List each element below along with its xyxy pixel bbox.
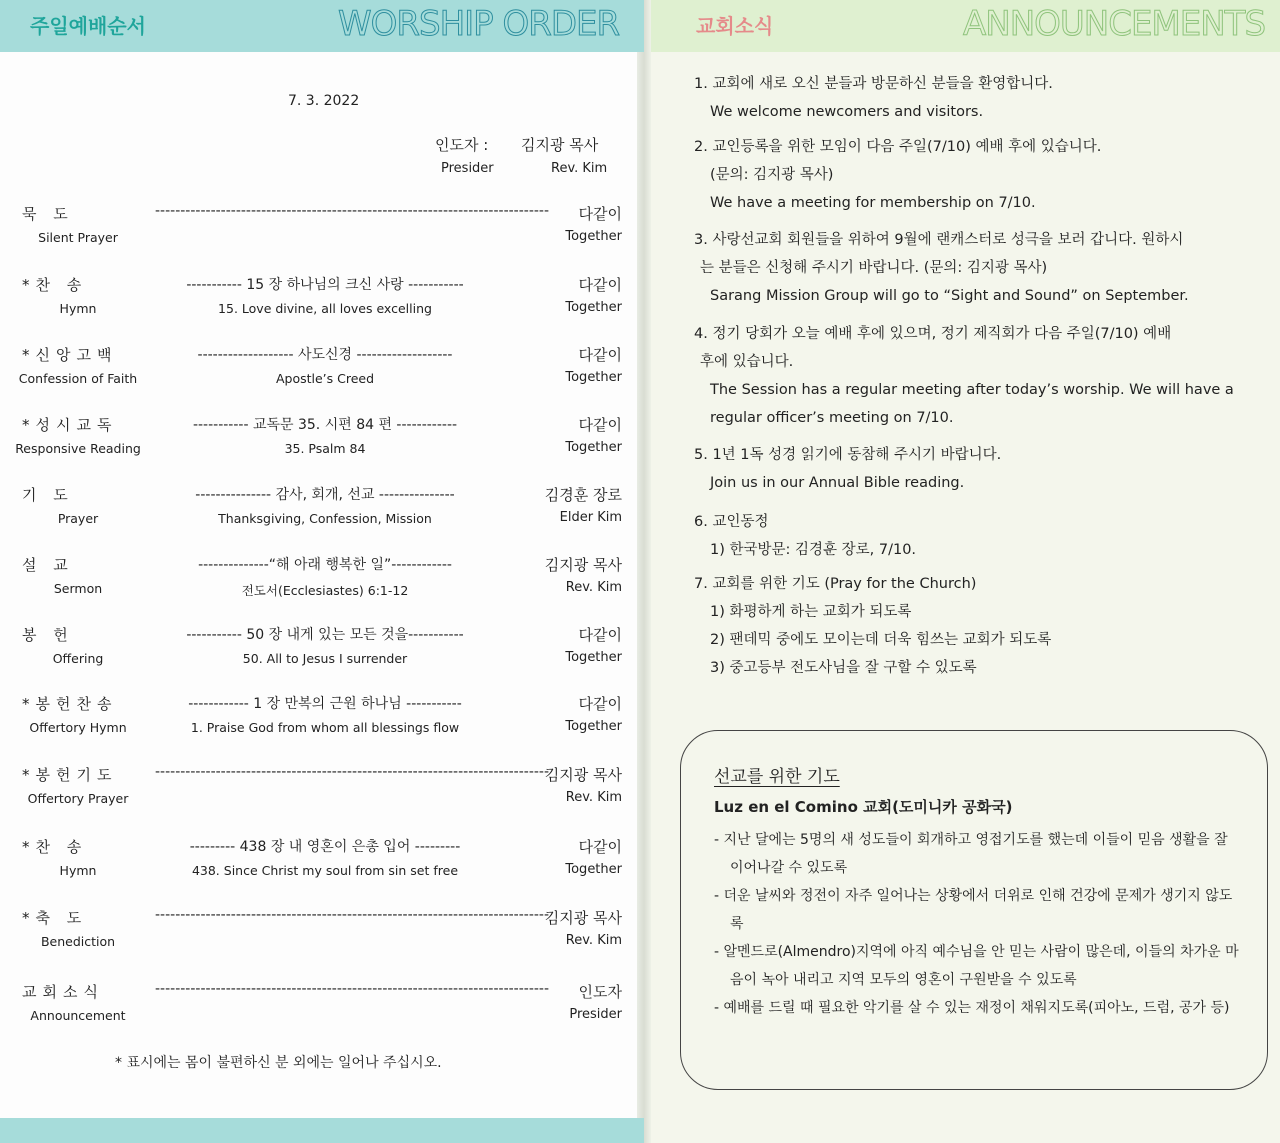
mission-prayer-item: - 예배를 드릴 때 필요한 악기를 살 수 있는 재정이 채워지도록(피아노, 드럼, 공가 등): [714, 1000, 1230, 1016]
order-item: [0, 274, 644, 334]
order-item-korean: 봉 헌: [22, 626, 74, 644]
order-item-leader-en: Rev. Kim: [565, 933, 622, 948]
order-item-leader: 다같이: [578, 276, 622, 294]
announcement-item: [694, 133, 1101, 217]
announcement-line: 후에 있습니다.: [700, 354, 794, 370]
order-item-content-en: Apostle’s Creed: [275, 371, 375, 386]
order-item: [0, 624, 644, 684]
order-item-leader-en: Together: [565, 719, 622, 734]
mission-subtitle: Luz en el Comino 교회(도미니카 공화국): [714, 798, 1013, 816]
order-item-leader-en: Presider: [569, 1007, 622, 1022]
announcement-line: 1) 화평하게 하는 교회가 되도록: [710, 604, 912, 620]
order-item-english: Offertory Hymn: [29, 720, 127, 735]
order-item-korean: *성시교독: [22, 416, 118, 434]
order-item-leader-en: Together: [565, 440, 622, 455]
order-item-content: ------------------------------------------------------------------------------: [155, 907, 550, 923]
announcement-line: Join us in our Annual Bible reading.: [710, 475, 965, 491]
order-item-leader-en: Together: [565, 370, 622, 385]
order-item-leader-en: Together: [565, 650, 622, 665]
mission-prayer-item: - 알멘드로(Almendro)지역에 아직 예수님을 안 믿는 사람이 많은데, 이들의 차가운 마음이 녹아 내리고 지역 모두의 영혼이 구원받을 수 있도록: [714, 944, 1239, 988]
order-item: [0, 764, 644, 824]
order-item-leader: 다같이: [578, 838, 622, 856]
order-item-korean: 묵 도: [22, 205, 74, 223]
announcement-line: 1. 교회에 새로 오신 분들과 방문하신 분들을 환영합니다.: [694, 76, 1053, 92]
order-item-leader: 김지광 목사: [544, 556, 622, 574]
order-item-korean: *찬 송: [22, 838, 88, 856]
announcement-item: [694, 508, 916, 564]
order-item-leader-en: Rev. Kim: [565, 790, 622, 805]
mission-prayer-item: - 더운 날씨와 정전이 자주 일어나는 상황에서 더위로 인해 건강에 문제가 생기지 않도록: [714, 888, 1233, 932]
announcement-line: 1) 한국방문: 김경훈 장로, 7/10.: [710, 542, 917, 558]
order-item-content: --------- 438 장 내 영혼이 은총 입어 ---------: [189, 839, 461, 855]
announcement-line: The Session has a regular meeting after today’s worship. We will have a: [710, 382, 1234, 398]
presider-label-en: Presider: [441, 161, 494, 176]
mission-title: 선교를 위한 기도: [714, 767, 840, 787]
bottom-band: [0, 1118, 644, 1143]
order-item-content-en: 438. Since Christ my soul from sin set free: [191, 863, 459, 878]
order-item-leader: 다같이: [578, 416, 622, 434]
order-item: [0, 693, 644, 753]
order-item-leader: 다같이: [578, 626, 622, 644]
footnote: * 표시에는 몸이 불편하신 분 외에는 일어나 주십시오.: [115, 1055, 442, 1071]
order-item: [0, 344, 644, 404]
order-item-content-en: 1. Praise God from whom all blessings flow: [190, 720, 460, 735]
announcement-line: (문의: 김지광 목사): [710, 167, 834, 183]
presider-label: 인도자 :: [435, 136, 489, 154]
announcement-line: Sarang Mission Group will go to “Sight and Sound” on September.: [710, 288, 1189, 304]
order-item-content: ------------------------------------------------------------------------------: [155, 764, 550, 780]
order-item: [0, 554, 644, 614]
announcement-item: [694, 441, 1001, 497]
order-item-english: Hymn: [59, 863, 97, 878]
order-item-leader-en: Elder Kim: [559, 510, 622, 525]
announcement-line: We welcome newcomers and visitors.: [710, 104, 984, 120]
order-item-leader: 다같이: [578, 346, 622, 364]
order-item-leader-en: Together: [565, 229, 622, 244]
order-item-content: --------------- 감사, 회개, 선교 ---------------: [195, 487, 455, 503]
announcement-line: 3) 중고등부 전도사님을 잘 구할 수 있도록: [710, 660, 977, 676]
order-item-english: Prayer: [57, 511, 99, 526]
order-item-leader: 김지광 목사: [544, 909, 622, 927]
order-item-content-en: 전도서(Ecclesiastes) 6:1-12: [241, 583, 409, 598]
order-item-content-en: Thanksgiving, Confession, Mission: [218, 511, 432, 526]
order-item-korean: *신앙고백: [22, 346, 118, 364]
order-item-korean: *봉헌찬송: [22, 695, 118, 713]
order-item-korean: 교회소식: [22, 983, 104, 1001]
announcement-line: 3. 사랑선교회 회원들을 위하여 9월에 랜캐스터로 성극을 보러 갑니다. 원하시: [694, 232, 1184, 248]
order-item-content-en: 35. Psalm 84: [284, 441, 366, 456]
announcement-line: 4. 정기 당회가 오늘 예배 후에 있으며, 정기 제직회가 다음 주일(7/10) 예배: [694, 326, 1172, 342]
announcement-line: 5. 1년 1독 성경 읽기에 동참해 주시기 바랍니다.: [694, 447, 1002, 463]
order-item-english: Sermon: [53, 581, 103, 596]
order-item-leader: 다같이: [578, 205, 622, 223]
worship-header-band: [0, 0, 644, 52]
announcements-header-korean: 교회소식: [696, 14, 774, 38]
order-item-content: ----------- 15 장 하나님의 크신 사랑 -----------: [186, 277, 464, 293]
order-item-korean: *봉헌기도: [22, 766, 118, 784]
order-item-english: Announcement: [30, 1008, 126, 1023]
service-date: 7. 3. 2022: [288, 93, 360, 109]
order-item: [0, 836, 644, 896]
order-item-content: ------------------------------------------------------------------------------: [155, 981, 550, 997]
order-item-english: Confession of Faith: [18, 371, 138, 386]
presider-name: 김지광 목사: [521, 136, 599, 154]
announcement-line: 6. 교인동정: [694, 514, 769, 530]
order-item: [0, 414, 644, 474]
order-item-content: ----------- 교독문 35. 시편 84 편 ------------: [192, 417, 458, 433]
order-item-korean: 기 도: [22, 486, 74, 504]
order-item-korean: *찬 송: [22, 276, 88, 294]
worship-header-english: WORSHIP ORDER: [338, 4, 620, 44]
order-item-english: Offertory Prayer: [27, 791, 129, 806]
announcement-item: [694, 570, 1051, 682]
order-item-content: ------------ 1 장 만복의 근원 하나님 -----------: [188, 696, 462, 712]
order-item-content-en: 15. Love divine, all loves excelling: [218, 301, 432, 316]
order-item-content-en: 50. All to Jesus I surrender: [242, 651, 408, 666]
announcement-line: 2) 팬데믹 중에도 모이는데 더욱 힘쓰는 교회가 되도록: [710, 632, 1052, 648]
announcement-line: regular officer’s meeting on 7/10.: [710, 410, 954, 426]
order-item-english: Benediction: [40, 934, 116, 949]
order-item-leader-en: Together: [565, 862, 622, 877]
order-item: [0, 203, 644, 263]
order-item-korean: *축 도: [22, 909, 88, 927]
announcement-item: [694, 226, 1189, 310]
announcement-item: [694, 320, 1234, 432]
order-item-english: Silent Prayer: [38, 230, 118, 245]
order-item-content: ----------- 50 장 내게 있는 모든 것을-----------: [186, 627, 464, 643]
order-item: [0, 907, 644, 967]
order-item-english: Responsive Reading: [15, 441, 141, 456]
order-item-leader: 김지광 목사: [544, 766, 622, 784]
mission-prayer-item: - 지난 달에는 5명의 새 성도들이 회개하고 영접기도를 했는데 이들이 믿음 생활을 잘 이어나갈 수 있도록: [714, 832, 1228, 876]
order-item: [0, 484, 644, 544]
announcements-header-english: ANNOUNCEMENTS: [963, 4, 1266, 44]
order-item-english: Hymn: [59, 301, 97, 316]
announcements-header-band: [651, 0, 1280, 52]
order-item-korean: 설 교: [22, 556, 74, 574]
mission-prayer-list: [714, 826, 1244, 1022]
order-item-leader: 김경훈 장로: [544, 486, 622, 504]
order-item-content: ------------------- 사도신경 -------------------: [197, 347, 453, 363]
order-item-leader: 인도자: [578, 983, 622, 1001]
presider-name-en: Rev. Kim: [551, 161, 608, 176]
order-item-leader-en: Together: [565, 300, 622, 315]
announcement-line: We have a meeting for membership on 7/10.: [710, 195, 1036, 211]
order-item-english: Offering: [52, 651, 104, 666]
announcement-line: 는 분들은 신청해 주시기 바랍니다. (문의: 김지광 목사): [700, 260, 1048, 276]
announcement-line: 2. 교인등록을 위한 모임이 다음 주일(7/10) 예배 후에 있습니다.: [694, 139, 1102, 155]
announcement-item: [694, 70, 1053, 126]
order-item-content: --------------“해 아래 행복한 일”------------: [198, 557, 452, 573]
order-item: [0, 981, 644, 1041]
announcement-line: 7. 교회를 위한 기도 (Pray for the Church): [694, 576, 977, 592]
order-item-content: ------------------------------------------------------------------------------: [155, 203, 550, 219]
order-item-leader-en: Rev. Kim: [565, 580, 622, 595]
worship-header-korean: 주일예배순서: [30, 14, 146, 38]
order-item-leader: 다같이: [578, 695, 622, 713]
